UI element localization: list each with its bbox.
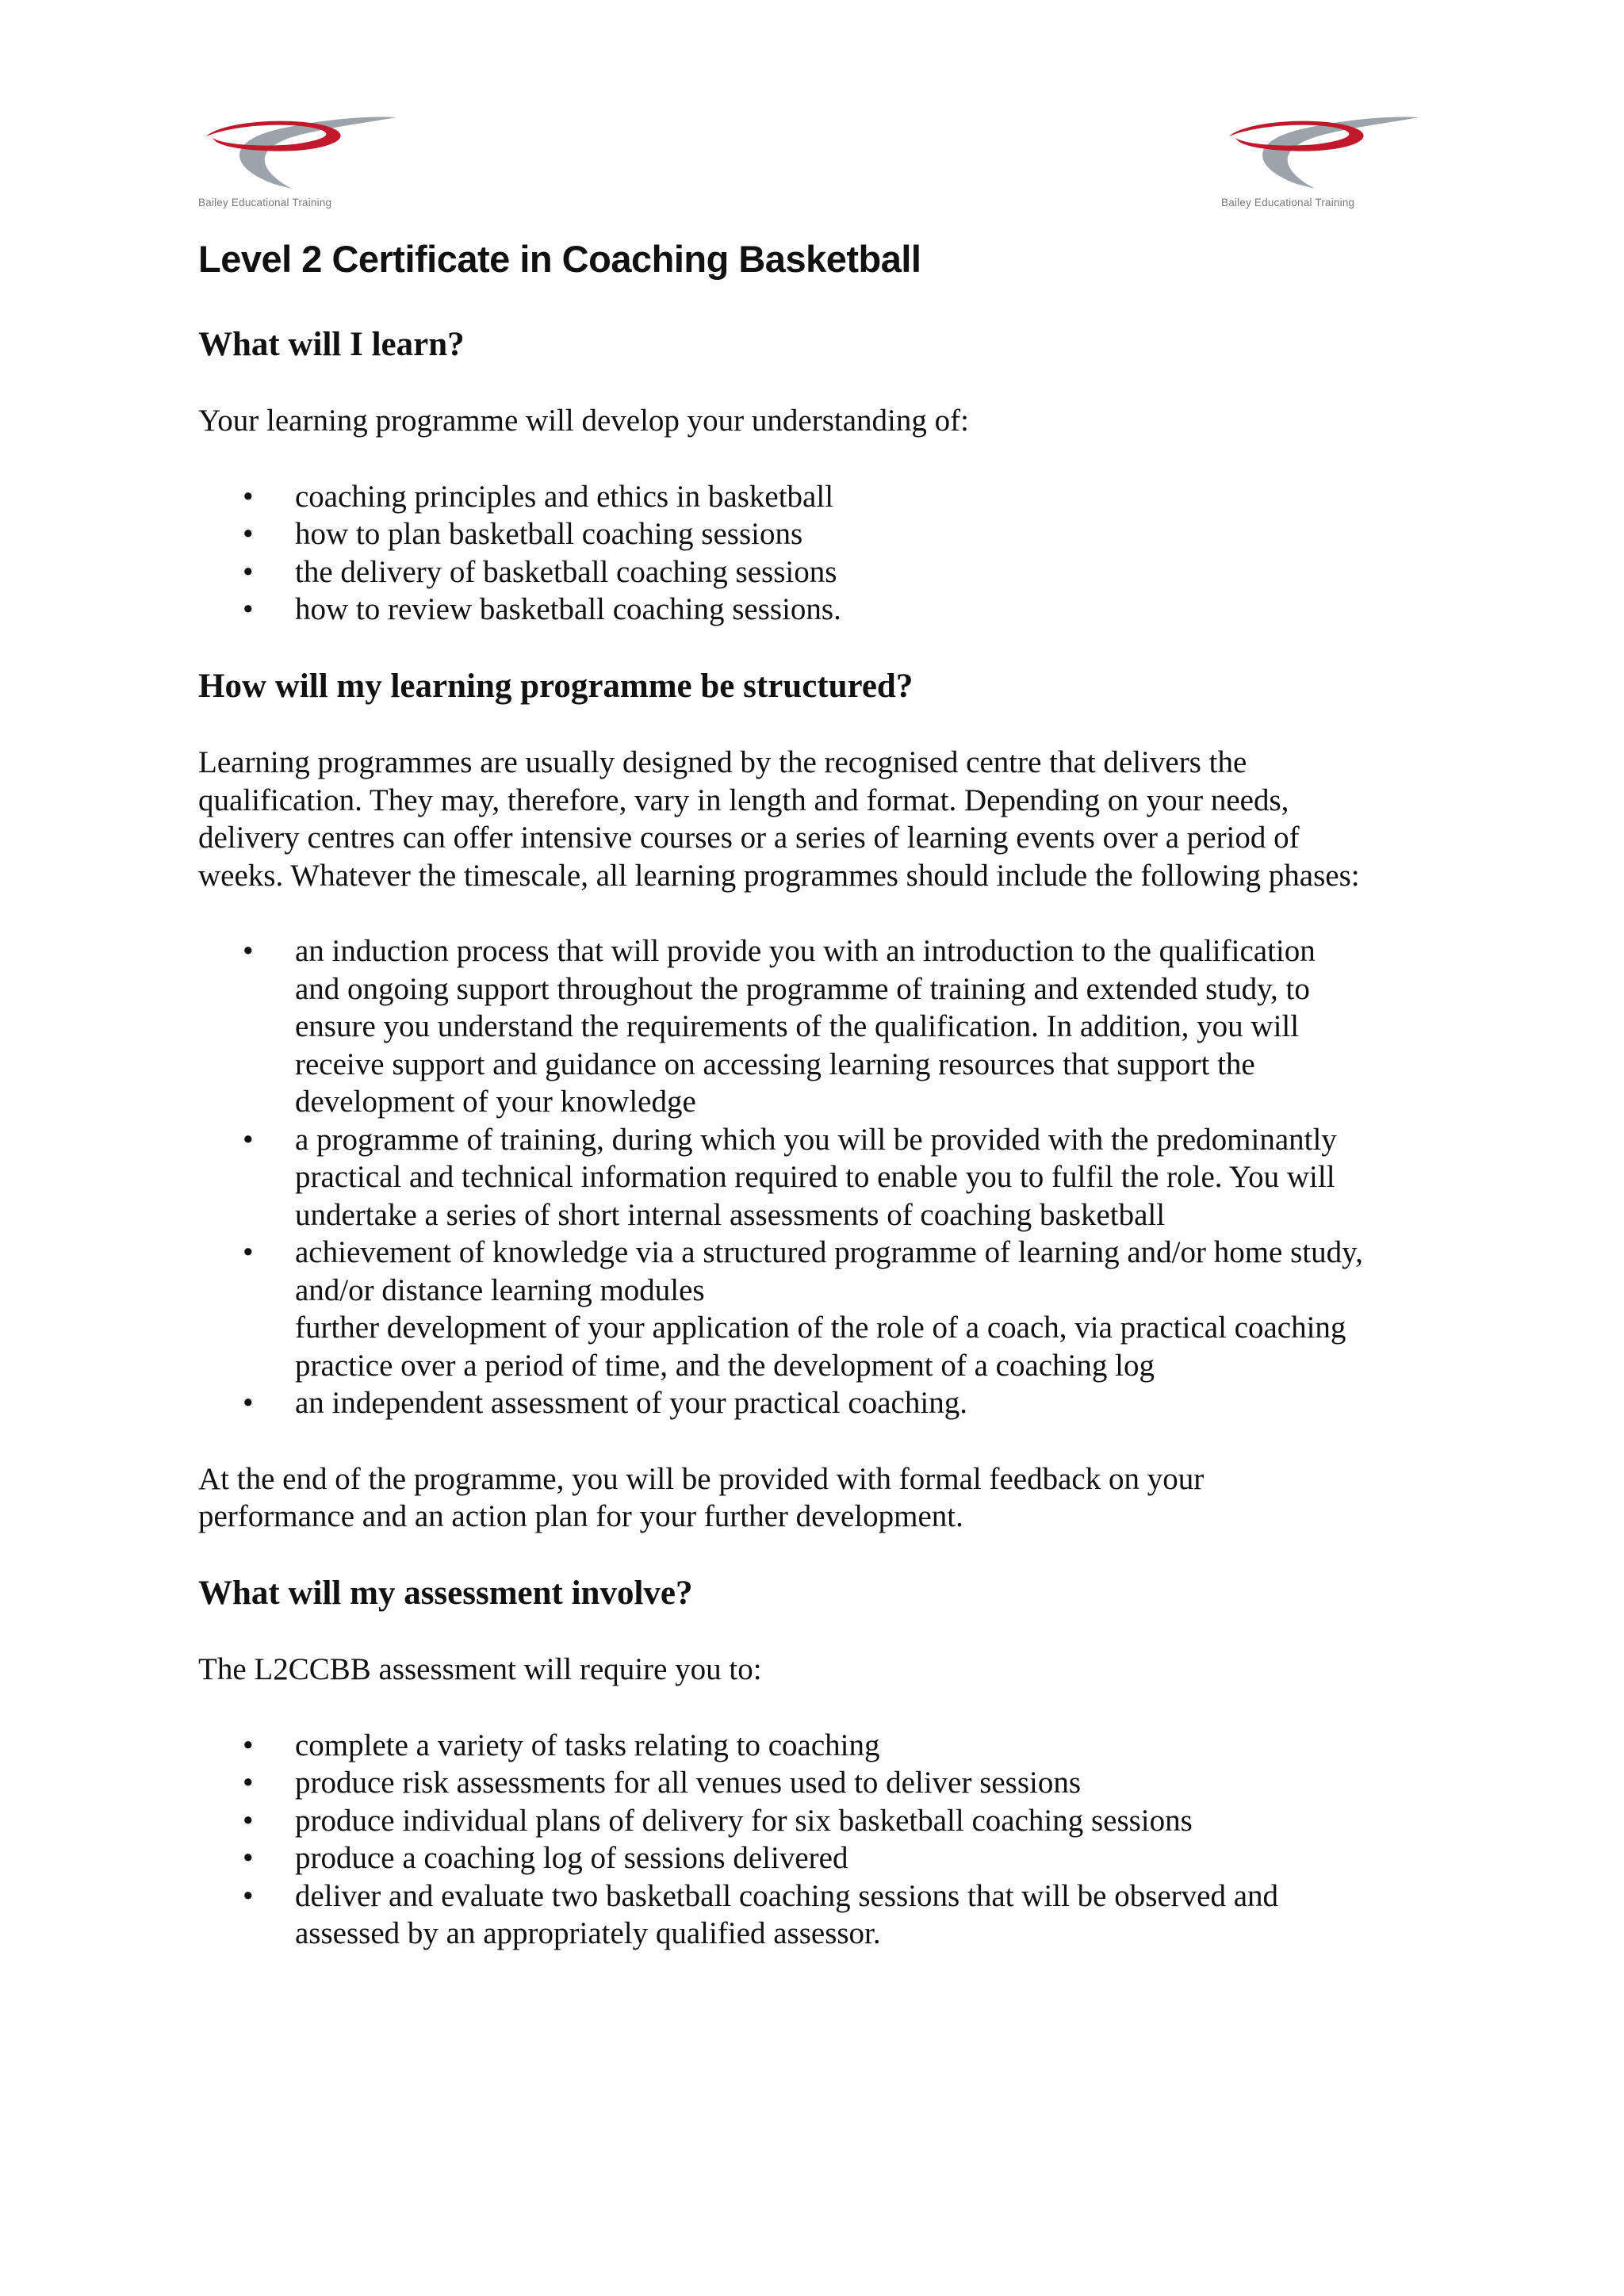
text-line: a programme of training, during which you will be provided with the predominantly [295, 1122, 1337, 1157]
swoosh-logo-icon [198, 108, 404, 199]
list-item [295, 1121, 1435, 1234]
text-line: assessed by an appropriately qualified assessor. [295, 1916, 881, 1951]
list-item [295, 1877, 1435, 1953]
list-item [295, 1764, 1435, 1802]
list-item: • how to review basketball coaching sessions. [295, 591, 1435, 629]
swoosh-logo-icon [1221, 108, 1427, 199]
text-line: achievement of knowledge via a structured programme of learning and/or home study, [295, 1235, 1363, 1270]
assessment-list [198, 1727, 1435, 1953]
text-line: complete a variety of tasks relating to coaching [295, 1728, 880, 1762]
document-title: Level 2 Certificate in Coaching Basketball [198, 238, 921, 280]
list-item [295, 1802, 1435, 1840]
text-line: produce individual plans of delivery for six basketball coaching sessions [295, 1803, 1193, 1838]
logo-caption: Bailey Educational Training [1221, 197, 1355, 209]
section-heading-assessment: What will my assessment involve? [198, 1574, 693, 1612]
text-line: delivery centres can offer intensive courses or a series of learning events over a period of [198, 821, 1300, 855]
text-line: practical and technical information required to enable you to fulfil the role. You will [295, 1160, 1335, 1195]
list-item [295, 1234, 1435, 1309]
list-item: • how to plan basketball coaching sessions [295, 515, 1435, 553]
text-line: undertake a series of short internal assessments of coaching basketball [295, 1197, 1166, 1232]
document-body [198, 238, 1435, 1991]
text-line: and ongoing support throughout the programme of training and extended study, to [295, 971, 1310, 1006]
text-line: practice over a period of time, and the development of a coaching log [295, 1348, 1155, 1383]
text-line: an independent assessment of your practical coaching. [295, 1386, 967, 1421]
text-line: an induction process that will provide you with an introduction to the qualification [295, 934, 1316, 969]
text-line: weeks. Whatever the timescale, all learning programmes should include the following phases: [198, 858, 1360, 893]
text-line: further development of your application of the role of a coach, via practical coaching [295, 1311, 1346, 1345]
section-outro-structure [198, 1460, 1435, 1536]
learn-list [198, 478, 1435, 629]
section-intro-structure [198, 744, 1435, 894]
text-line: and/or distance learning modules [295, 1272, 705, 1307]
list-item: • coaching principles and ethics in basketball [295, 478, 1435, 516]
list-item [295, 1727, 1435, 1765]
section-intro-learn: Your learning programme will develop your understanding of: [198, 404, 969, 438]
list-item [295, 932, 1435, 1121]
text-line: qualification. They may, therefore, vary in length and format. Depending on your needs, [198, 783, 1289, 817]
text-line: At the end of the programme, you will be provided with formal feedback on your [198, 1461, 1205, 1496]
text-line: development of your knowledge [295, 1085, 696, 1119]
list-item-continuation [295, 1309, 1435, 1384]
text-line: produce a coaching log of sessions delivered [295, 1841, 848, 1876]
list-item [295, 1839, 1435, 1877]
list-item: • the delivery of basketball coaching sessions [295, 553, 1435, 591]
text-line: Learning programmes are usually designed by the recognised centre that delivers the [198, 745, 1247, 780]
logo-caption: Bailey Educational Training [198, 197, 332, 209]
logo-left [198, 108, 404, 227]
section-heading-structure: How will my learning programme be structured? [198, 667, 914, 705]
text-line: ensure you understand the requirements of the qualification. In addition, you will [295, 1009, 1300, 1044]
list-item [295, 1384, 1435, 1422]
text-line: performance and an action plan for your further development. [198, 1499, 963, 1534]
text-line: produce risk assessments for all venues used to deliver sessions [295, 1766, 1082, 1800]
section-intro-assessment: The L2CCBB assessment will require you to: [198, 1652, 762, 1687]
text-line: deliver and evaluate two basketball coaching sessions that will be observed and [295, 1878, 1279, 1913]
section-heading-learn: What will I learn? [198, 326, 465, 364]
logo-right [1221, 108, 1427, 227]
text-line: receive support and guidance on accessing learning resources that support the [295, 1047, 1255, 1081]
phases-list [198, 932, 1435, 1422]
